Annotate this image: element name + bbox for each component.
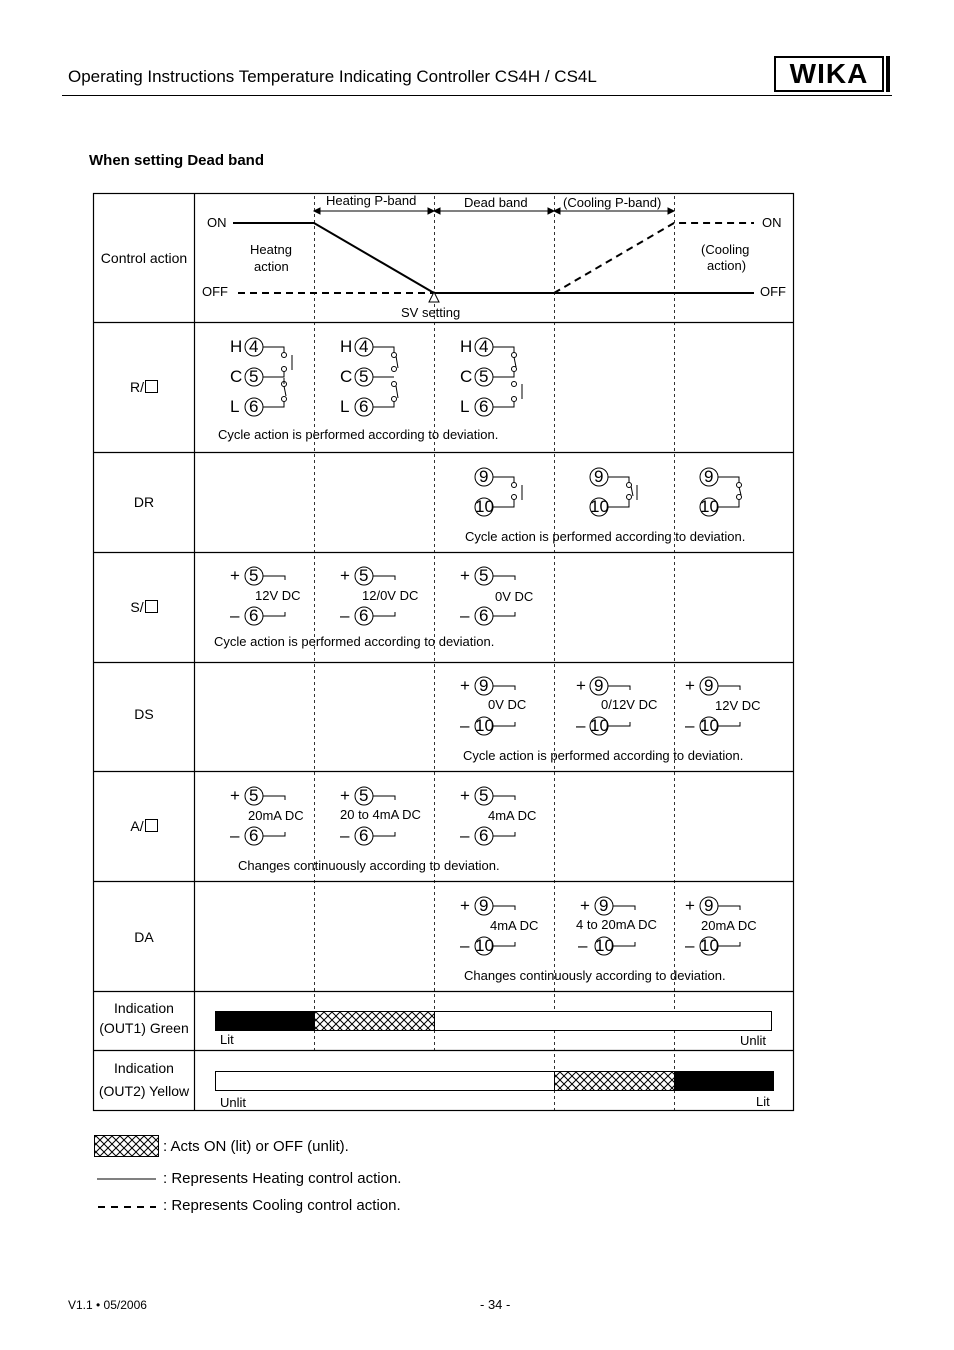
heating-pband-label: Heating P-band [326,193,417,208]
s-voltage-2: 12/0V DC [362,588,419,603]
terminal-5: 5 [249,367,259,386]
terminal-6: 6 [249,826,259,845]
terminal-4: 4 [479,337,489,356]
row-label-r: R/ [95,376,193,398]
terminal-c: C [340,367,353,386]
a-current-1: 20mA DC [248,808,304,823]
terminal-5: 5 [479,367,489,386]
row-label-out2-line1: Indication [114,1060,174,1076]
terminal-10: 10 [700,936,719,955]
da-current-3: 20mA DC [701,918,757,933]
terminal-c: C [230,367,243,386]
out1-right-state: Unlit [740,1033,767,1048]
terminal-minus: – [230,606,240,625]
off-label-right: OFF [760,284,786,299]
da-current-2: 4 to 20mA DC [576,917,657,932]
ds-voltage-1: 0V DC [488,697,527,712]
cooling-action-label-1: (Cooling [701,242,750,257]
terminal-10: 10 [475,497,494,516]
terminal-9: 9 [704,896,714,915]
terminal-l: L [230,397,240,416]
heating-action-line [233,223,754,293]
terminal-l: L [340,397,350,416]
terminal-5: 5 [359,566,369,585]
wika-logo: WIKA [774,56,884,92]
row-label-dr: DR [133,494,155,510]
a-current-2: 20 to 4mA DC [340,807,421,822]
terminal-10: 10 [595,936,614,955]
terminal-h: H [340,337,353,356]
terminal-10: 10 [475,716,494,735]
terminal-plus: + [685,676,695,695]
terminal-plus: + [580,896,590,915]
cooling-action-label-2: action) [707,258,747,273]
off-label-left: OFF [202,284,228,299]
terminal-plus: + [340,566,350,585]
terminal-plus: + [576,676,586,695]
terminal-plus: + [460,676,470,695]
row-label-da: DA [134,929,154,945]
terminal-plus: + [460,786,470,805]
terminal-9: 9 [479,676,489,695]
terminal-6: 6 [359,826,369,845]
row-label-s: S/ [95,596,193,618]
terminal-10: 10 [590,497,609,516]
on-label-left: ON [207,215,227,230]
terminal-6: 6 [249,397,259,416]
a-current-3: 4mA DC [488,808,537,823]
cooling-pband-label: (Cooling P-band) [563,195,662,210]
page-number: - 34 - [480,1297,511,1312]
terminal-6: 6 [479,826,489,845]
terminal-h: H [230,337,243,356]
ds-voltage-2: 0/12V DC [601,697,658,712]
terminal-5: 5 [479,786,489,805]
terminal-minus: – [460,606,470,625]
ds-voltage-3: 12V DC [715,698,761,713]
row-label-out1-line2: (OUT1) Green [99,1020,189,1036]
terminal-plus: + [460,896,470,915]
terminal-5: 5 [249,786,259,805]
row-label-control-action: Control action [100,250,188,266]
terminal-4: 4 [249,337,259,356]
terminal-minus: – [685,936,695,955]
row-label-out2-line2: (OUT2) Yellow [98,1083,190,1099]
terminal-4: 4 [359,337,369,356]
row-label-out1-line1: Indication [114,1000,174,1016]
terminal-plus: + [230,566,240,585]
document-header-title: Operating Instructions Temperature Indicating Controller CS4H / CS4L [68,67,597,86]
terminal-minus: – [460,716,470,735]
terminal-plus: + [460,566,470,585]
legend-hatch-text: : Acts ON (lit) or OFF (unlit). [163,1138,349,1155]
terminal-5: 5 [359,367,369,386]
out2-right-state: Lit [756,1094,770,1109]
terminal-minus: – [230,826,240,845]
terminal-5: 5 [249,566,259,585]
terminal-6: 6 [249,606,259,625]
terminal-minus: – [460,826,470,845]
terminal-minus: – [340,826,350,845]
terminal-minus: – [460,936,470,955]
terminal-9: 9 [479,896,489,915]
r-caption: Cycle action is performed according to deviation. [218,427,499,442]
terminal-c: C [460,367,473,386]
terminal-plus: + [340,786,350,805]
legend-hatch-swatch [95,1136,159,1157]
ds-caption: Cycle action is performed according to deviation. [463,748,744,763]
footer-version: V1.1 • 05/2006 [68,1298,147,1312]
a-caption: Changes continuously according to deviation. [238,858,500,873]
terminal-l: L [460,397,470,416]
heating-action-label-2: action [254,259,289,274]
terminal-plus: + [685,896,695,915]
out2-left-state: Unlit [220,1095,247,1110]
terminal-9: 9 [599,896,609,915]
dead-band-label: Dead band [464,195,528,210]
section-title: When setting Dead band [89,152,265,169]
terminal-10: 10 [700,497,719,516]
s-voltage-1: 12V DC [255,588,301,603]
da-caption: Changes continuously according to deviation. [464,968,726,983]
terminal-5: 5 [479,566,489,585]
terminal-10: 10 [475,936,494,955]
terminal-9: 9 [704,676,714,695]
heating-action-label-1: Heatng [250,242,292,257]
row-label-ds: DS [134,706,154,722]
legend-solid-text: : Represents Heating control action. [163,1170,402,1187]
terminal-plus: + [230,786,240,805]
terminal-minus: – [576,716,586,735]
da-current-1: 4mA DC [490,918,539,933]
terminal-10: 10 [700,716,719,735]
terminal-h: H [460,337,473,356]
terminal-6: 6 [359,606,369,625]
terminal-9: 9 [479,467,489,486]
terminal-5: 5 [359,786,369,805]
on-label-right: ON [762,215,782,230]
sv-setting-label: SV setting [401,305,461,320]
terminal-minus: – [340,606,350,625]
terminal-6: 6 [479,397,489,416]
terminal-6: 6 [359,397,369,416]
row-label-a: A/ [95,815,193,837]
terminal-9: 9 [594,467,604,486]
out1-left-state: Lit [220,1032,234,1047]
terminal-minus: – [685,716,695,735]
terminal-9: 9 [594,676,604,695]
s-caption: Cycle action is performed according to deviation. [214,634,495,649]
dr-caption: Cycle action is performed according to deviation. [465,529,746,544]
terminal-6: 6 [479,606,489,625]
terminal-minus: – [578,936,588,955]
terminal-10: 10 [590,716,609,735]
legend-dashed-text: : Represents Cooling control action. [163,1197,401,1214]
terminal-9: 9 [704,467,714,486]
s-voltage-3: 0V DC [495,589,534,604]
